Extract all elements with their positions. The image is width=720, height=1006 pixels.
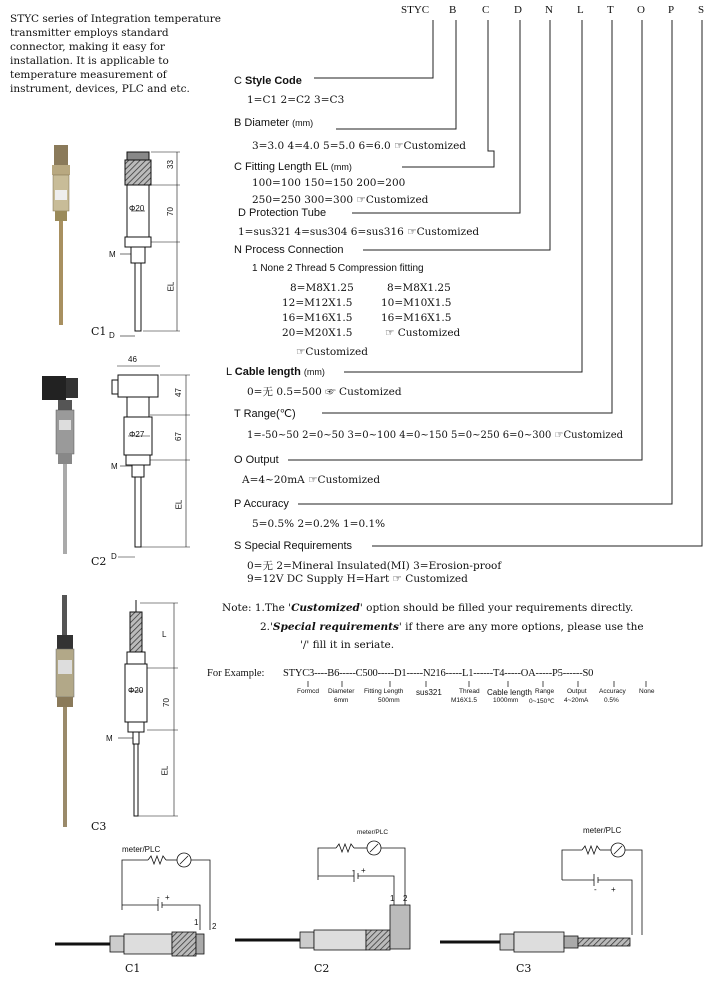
code-letter-n: N [545, 4, 553, 16]
example-label: For Example: [207, 668, 265, 679]
ex-cable: Cable length [487, 688, 532, 697]
hand-icon: ☞ [296, 346, 306, 358]
wiring-c2-pin2: 2 [403, 894, 408, 903]
wiring-c1 [55, 853, 210, 956]
wiring-c3 [440, 843, 642, 952]
compression-option-1: 8=M8X1.25 [387, 282, 451, 294]
accuracy-options: 5=0.5% 2=0.2% 1=0.1% [252, 518, 386, 530]
range-options: 1=-50~50 2=0~50 3=0~100 4=0~150 5=0~250 6=0~300 ☞Customized [247, 430, 624, 441]
hand-icon: ☞ [325, 386, 336, 398]
ex-output-val: 4~20mA [564, 697, 589, 704]
wiring-c2-meter: meter/PLC [357, 829, 389, 836]
thread-option-1: 8=M8X1.25 [290, 282, 354, 294]
c2-dim-width: 46 [128, 355, 137, 364]
c1-drawing [120, 152, 180, 336]
c2-dim-d: D [111, 552, 117, 561]
note-line-1: Note: 1.The 'Customized' option should be filled your requirements directly. [222, 602, 634, 614]
diameter-options: 3=3.0 4=4.0 5=5.0 6=6.0 ☞Customized [252, 140, 467, 152]
code-letter-s: S [698, 4, 705, 16]
process-connection-title: N Process Connection [234, 244, 344, 256]
hand-icon: ☞ [554, 430, 564, 441]
note-line-2: 2.'Special requirements' if there are any more options, please use the [260, 621, 644, 633]
c3-photo [56, 595, 74, 827]
cable-length-title: L Cable length (mm) [226, 366, 325, 378]
ex-accuracy-val: 0.5% [604, 697, 619, 704]
fitting-length-title: C Fitting Length EL (mm) [234, 161, 352, 173]
c2-dim-mid: 67 [173, 432, 183, 441]
code-letter-p: P [668, 4, 675, 16]
c3-dim-el: EL [160, 765, 170, 776]
process-connection-types: 1 None 2 Thread 5 Compression fitting [252, 263, 424, 274]
intro-text: STYC series of Integration temperature transmitter employs standard connector, making it easy for installation. It is applicable to temperature measurement of instrument, devices, PLC and etc. [10, 13, 221, 95]
c2-dim-phi: Φ27 [129, 430, 145, 439]
fitting-length-row2: 250=250 300=300 ☞Customized [252, 194, 429, 206]
code-letter-b: B [449, 4, 457, 16]
wiring-c1-meter: meter/PLC [122, 845, 161, 854]
c1-dim-el: EL [166, 281, 176, 292]
c1-dim-m: M [109, 250, 116, 259]
hand-icon: ☞ [385, 327, 395, 339]
protection-tube-options: 1=sus321 4=sus304 6=sus316 ☞Customized [238, 226, 480, 238]
hand-icon: ☞ [308, 474, 318, 486]
ex-fitting: Fitting Length [364, 688, 404, 695]
wiring-c3-meter: meter/PLC [583, 826, 622, 835]
ex-diameter-val: 6mm [334, 697, 349, 704]
ex-range-val: 0~150℃ [529, 698, 555, 705]
code-letter-d: D [514, 4, 522, 16]
c3-dim-l: L [162, 630, 167, 639]
code-letter-o: O [637, 4, 645, 16]
c3-label: C3 [91, 820, 107, 833]
hand-icon: ☞ [356, 194, 366, 206]
c3-drawing [118, 600, 178, 816]
note-line-3: '/' fill it in seriate. [300, 639, 395, 651]
wiring-c1-plus: + [165, 893, 170, 902]
output-options: A=4~20mA ☞Customized [242, 474, 381, 486]
ex-diameter: Diameter [328, 688, 355, 695]
accuracy-title: P Accuracy [234, 498, 289, 510]
wiring-c1-pin2: 2 [212, 922, 217, 931]
hand-icon: ☞ [394, 140, 404, 152]
c1-dim-top: 33 [165, 160, 175, 169]
ex-cable-val: 1000mm [493, 697, 519, 704]
style-code-options: 1=C1 2=C2 3=C3 [247, 94, 345, 106]
wiring-c2-label: C2 [314, 962, 330, 975]
wiring-c2-plus: + [361, 866, 366, 875]
ex-output: Output [567, 688, 587, 695]
c1-dim-mid: 70 [165, 207, 175, 216]
code-letter-c: C [482, 4, 490, 16]
special-requirements-row2: 9=12V DC Supply H=Hart ☞ Customized [247, 573, 468, 585]
ex-range: Range [535, 688, 555, 695]
ex-tube: sus321 [416, 688, 442, 697]
hand-icon: ☞ [392, 573, 402, 585]
style-code-title: C Style Code [234, 75, 302, 87]
code-letter-t: T [607, 4, 614, 16]
c1-label: C1 [91, 325, 107, 338]
c1-dim-phi: Φ20 [129, 204, 145, 213]
example-code: STYC3----B6-----C500-----D1-----N216-----L1------T4-----OA-----P5------S0 [283, 668, 594, 679]
c2-label: C2 [91, 555, 107, 568]
protection-tube-title: D Protection Tube [238, 207, 327, 219]
compression-option-3: 16=M16X1.5 [381, 312, 452, 324]
cable-length-options: 0=无 0.5=500 ☞ Customized [247, 386, 402, 398]
compression-option-2: 10=M10X1.5 [381, 297, 452, 309]
ex-formcd: Formcd [297, 688, 320, 695]
c1-dim-d: D [109, 331, 115, 340]
ex-thread-val: M16X1.5 [451, 697, 478, 704]
wiring-c1-minus: - [157, 893, 160, 902]
output-title: O Output [234, 454, 279, 466]
c2-dim-m: M [111, 462, 118, 471]
ex-thread: Thread [459, 688, 480, 695]
hand-icon: ☞ [407, 226, 417, 238]
wiring-c3-minus: - [594, 885, 597, 894]
ex-accuracy: Accuracy [599, 688, 626, 695]
c3-dim-phi: Φ20 [128, 686, 144, 695]
c3-dim-m: M [106, 734, 113, 743]
code-letter-l: L [577, 4, 584, 16]
wiring-c3-label: C3 [516, 962, 532, 975]
thread-option-2: 12=M12X1.5 [282, 297, 353, 309]
wiring-c2-pin1: 1 [390, 894, 395, 903]
process-custom-right: ☞ Customized [385, 327, 461, 339]
special-requirements-row1: 0=无 2=Mineral Insulated(MI) 3=Erosion-proof [247, 560, 502, 572]
c2-photo [42, 376, 78, 554]
special-requirements-title: S Special Requirements [234, 540, 353, 552]
diameter-title: B Diameter (mm) [234, 117, 314, 129]
thread-option-4: 20=M20X1.5 [282, 327, 353, 339]
c3-dim-mid: 70 [161, 698, 171, 707]
c1-photo [52, 145, 70, 325]
wiring-c1-pin1: 1 [194, 918, 199, 927]
ex-none: None [639, 688, 655, 695]
wiring-c2 [235, 841, 410, 950]
ex-fitting-val: 500mm [378, 697, 400, 704]
process-custom-left: ☞Customized [296, 346, 368, 358]
wiring-c1-label: C1 [125, 962, 141, 975]
range-title: T Range(℃) [234, 408, 296, 420]
code-prefix: STYC [401, 4, 430, 16]
thread-option-3: 16=M16X1.5 [282, 312, 353, 324]
fitting-length-row1: 100=100 150=150 200=200 [252, 177, 406, 189]
wiring-c3-plus: + [611, 885, 616, 894]
wiring-c2-minus: - [352, 866, 355, 875]
c2-dim-top: 47 [173, 388, 183, 397]
c2-dim-el: EL [174, 499, 184, 510]
